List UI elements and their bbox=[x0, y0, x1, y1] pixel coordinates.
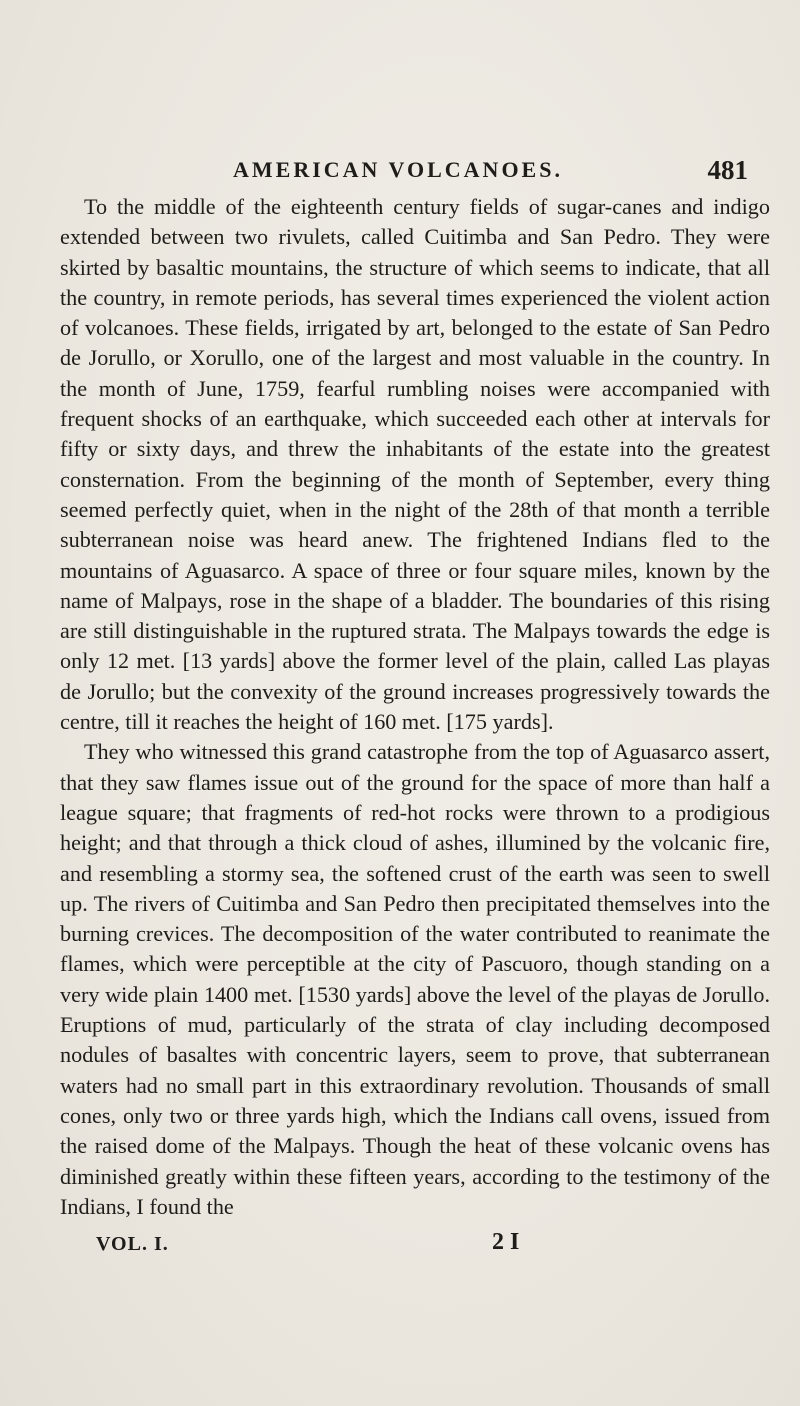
page-number: 481 bbox=[707, 155, 748, 185]
page-footer bbox=[96, 1229, 696, 1256]
running-head: AMERICAN VOLCANOES. bbox=[233, 157, 563, 182]
body-text bbox=[60, 192, 770, 1222]
paragraph-1: To the middle of the eighteenth century fields of sugar-canes and indigo extended between two rivulets, called Cuitimba and San Pedro. They were skirted by basaltic mountains, the structure of which seems to indicate, that all the country, in remote periods, has several times experienced the violent action of volcanoes. These fields, irrigated by art, belonged to the estate of San Pedro de Jorullo, or Xorullo, one of the largest and most valuable in the country. In the month of June, 1759, fearful rumbling noises were accompanied with frequent shocks of an earthquake, which succeeded each other at intervals for fifty or sixty days, and threw the inhabitants of the estate into the greatest consternation. From the beginning of the month of September, every thing seemed perfectly quiet, when in the night of the 28th of that month a terrible subterranean noise was heard anew. The frightened Indians fled to the mountains of Aguasarco. A space of three or four square miles, known by the name of Malpays, rose in the shape of a bladder. The boundaries of this rising are still distinguishable in the ruptured strata. The Malpays towards the edge is only 12 met. [13 yards] above the former level of the plain, called Las playas de Jorullo; but the convexity of the ground increases progressively towards the centre, till it reaches the height of 160 met. [175 yards]. bbox=[60, 194, 770, 735]
paragraph-2: They who witnessed this grand catastrophe from the top of Aguasarco assert, that they saw flames issue out of the ground for the space of more than half a league square; that fragments of red-hot rocks were thrown to a prodigious height; and that through a thick cloud of ashes, illumined by the volcanic fire, and resembling a stormy sea, the softened crust of the earth was seen to swell up. The rivers of Cuitimba and San Pedro then precipitated themselves into the burning crevices. The decomposition of the water contributed to reanimate the flames, which were perceptible at the city of Pascuoro, though standing on a very wide plain 1400 met. [1530 yards] above the level of the playas de Jorullo. Eruptions of mud, particularly of the strata of clay including decomposed nodules of basaltes with concentric layers, seem to prove, that subterranean waters had no small part in this extraordinary revolution. Thousands of small cones, only two or three yards high, which the Indians call ovens, issued from the raised dome of the Malpays. Though the heat of these volcanic ovens has diminished greatly within these fifteen years, according to the testimony of the Indians, I found the bbox=[60, 739, 770, 1219]
signature-mark: 2 I bbox=[492, 1229, 520, 1255]
volume-marker: VOL. I. bbox=[96, 1233, 169, 1255]
